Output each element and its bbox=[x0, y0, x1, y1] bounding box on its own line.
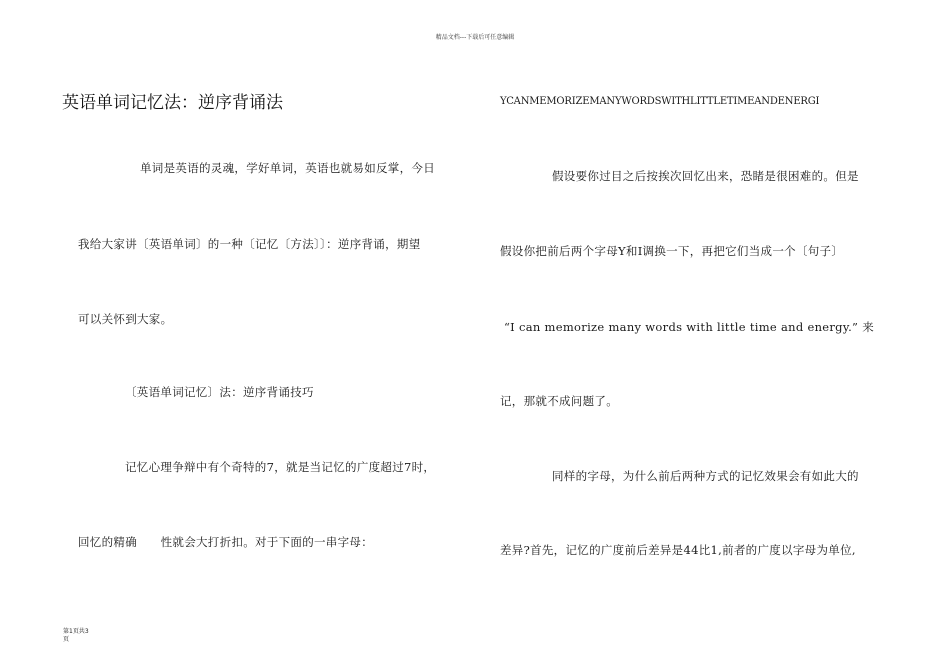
page-number-line-1: 第1页共3 bbox=[63, 628, 89, 635]
page-title: 英语单词记忆法：逆序背诵法 bbox=[62, 93, 283, 113]
left-line-2: 我给大家讲〔英语单词〕的一种〔记忆〔方法〕〕：逆序背诵，期望 bbox=[78, 237, 421, 251]
page-number bbox=[63, 628, 89, 644]
right-line-3: “I can memorize many words with little time and energy.” 来 bbox=[504, 320, 874, 334]
right-line-6: 差异?首先，记忆的广度前后差异是44比1,前者的广度以字母为单位, bbox=[500, 543, 856, 557]
letter-sequence: YCANMEMORIZEMANYWORDSWITHLITTLETIMEANDENERGI bbox=[500, 96, 820, 107]
left-line-6: 回忆的精确 性就会大打折扣。对于下面的一串字母： bbox=[78, 535, 373, 549]
page-number-line-2: 页 bbox=[63, 636, 70, 643]
left-line-3: 可以关怀到大家。 bbox=[78, 312, 173, 326]
left-line-1: 单词是英语的灵魂，学好单词，英语也就易如反掌，今日 bbox=[140, 161, 435, 175]
right-line-1: 假设要你过目之后按挨次回忆出来，恐睹是很困难的。但是 bbox=[552, 169, 859, 183]
left-subheading: 〔英语单词记忆〕法：逆序背诵技巧 bbox=[125, 385, 314, 399]
right-line-4: 记，那就不成问题了。 bbox=[500, 394, 618, 408]
right-line-2: 假设你把前后两个字母Y和I调换一下，再把它们当成一个〔句子〕 bbox=[500, 244, 844, 258]
right-line-5: 同样的字母，为什么前后两种方式的记忆效果会有如此大的 bbox=[552, 469, 859, 483]
page-header: 精品文档---下载后可任意编辑 bbox=[435, 34, 515, 41]
left-line-5: 记忆心理争辩中有个奇特的7，就是当记忆的广度超过7时， bbox=[125, 460, 436, 474]
